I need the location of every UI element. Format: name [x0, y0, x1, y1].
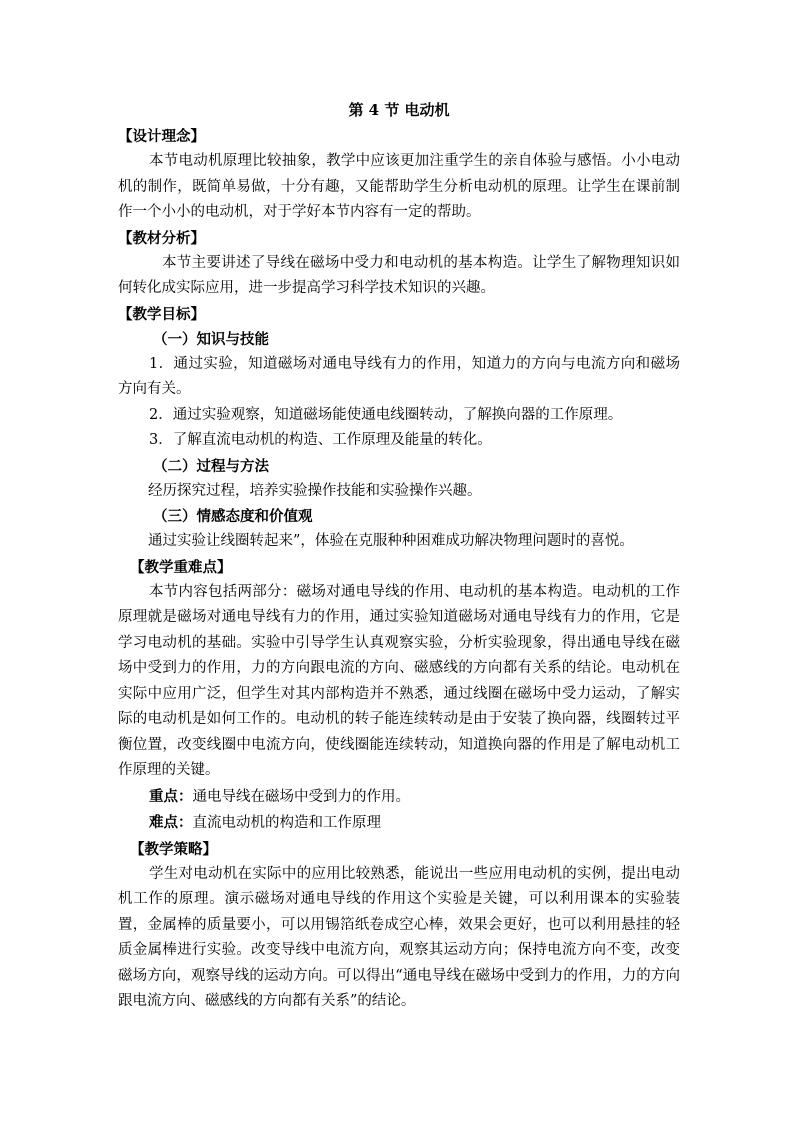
page-title: 第 4 节 电动机 — [348, 101, 450, 119]
goal-item-1: 1．通过实验，知道磁场对通电导线有力的作用，知道力的方向与电流方向和磁场方向有关。 — [118, 355, 680, 397]
heading-material: 【教材分析】 — [118, 229, 205, 247]
key-point-label: 重点： — [149, 787, 193, 805]
document-page — [118, 98, 680, 1015]
goal-item-2: 2．通过实验观察，知道磁场能使通电线圈转动，了解换向器的工作原理。 — [149, 406, 623, 423]
key-point-text: 通电导线在磁场中受到力的作用。 — [192, 788, 410, 805]
heading-keypoints: 【教学重难点】 — [130, 558, 232, 576]
keypoints-paragraph: 本节内容包括两部分：磁场对通电导线的作用、电动机的基本构造。电动机的工作原理就是磁场对通电导线有力的作用，通过实验知道磁场对通电导线有力的作用，它是学习电动机的基础。实验中引导学生认真观察实验，分析实验现象，得出通电导线在磁场中受到力的作用，力的方向跟电流的方向、磁感线的方向都有关系的结论。电动机在实际中应用广泛，但学生对其内部构造并不熟悉，通过线圈在磁场中受力运动，了解实际的电动机是如何工作的。电动机的转子能连续转动是由于安装了换向器，线圈转过平衡位置，改变线圈中电流方向，使线圈能连续转动，知道换向器的作用是了解电动机工作原理的关键。 — [118, 583, 680, 778]
attitude-paragraph: 通过实验让线圈转起来”，体验在克服种种困难成功解决物理问题时的喜悦。 — [148, 533, 634, 549]
subheading-process: （二）过程与方法 — [153, 457, 269, 475]
key-point-line — [118, 784, 680, 811]
subheading-attitude: （三）情感态度和价值观 — [153, 508, 313, 525]
design-paragraph: 本节电动机原理比较抽象，教学中应该更加注重学生的亲自体验与感悟。小小电动机的制作，既简单易做，十分有趣，又能帮助学生分析电动机的原理。让学生在课前制作一个小小的电动机，对于学好本节内容有一定的帮助。 — [118, 153, 680, 220]
subheading-knowledge: （一）知识与技能 — [153, 330, 269, 348]
difficult-point-text: 直流电动机的构造和工作原理 — [192, 815, 381, 831]
difficult-point-label: 难点： — [149, 814, 193, 831]
process-paragraph: 经历探究过程，培养实验操作技能和实验操作兴趣。 — [148, 482, 482, 499]
goal-item-3: 3．了解直流电动机的构造、工作原理及能量的转化。 — [149, 432, 492, 448]
strategy-paragraph: 学生对电动机在实际中的应用比较熟悉，能说出一些应用电动机的实例，提出电动机工作的原理。演示磁场对通电导线的作用这个实验是关键，可以利用课本的实验装置，金属棒的质量要小，可以用锡箔纸卷成空心棒，效果会更好，也可以利用悬挂的轻质金属棒进行实验。改变导线中电流方向，观察其运动方向；保持电流方向不变，改变磁场方向，观察导线的运动方向。可以得出“通电导线在磁场中受到力的作用，力的方向跟电流方向、磁感线的方向都有关系”的结论。 — [118, 865, 680, 1009]
difficult-point-line — [118, 810, 680, 837]
heading-strategy: 【教学策略】 — [130, 840, 217, 858]
material-paragraph: 本节主要讲述了导线在磁场中受力和电动机的基本构造。让学生了解物理知识如何转化成实际应用，进一步提高学习科学技术知识的兴趣。 — [118, 254, 680, 296]
heading-design: 【设计理念】 — [118, 128, 205, 145]
heading-goals: 【教学目标】 — [118, 305, 205, 323]
